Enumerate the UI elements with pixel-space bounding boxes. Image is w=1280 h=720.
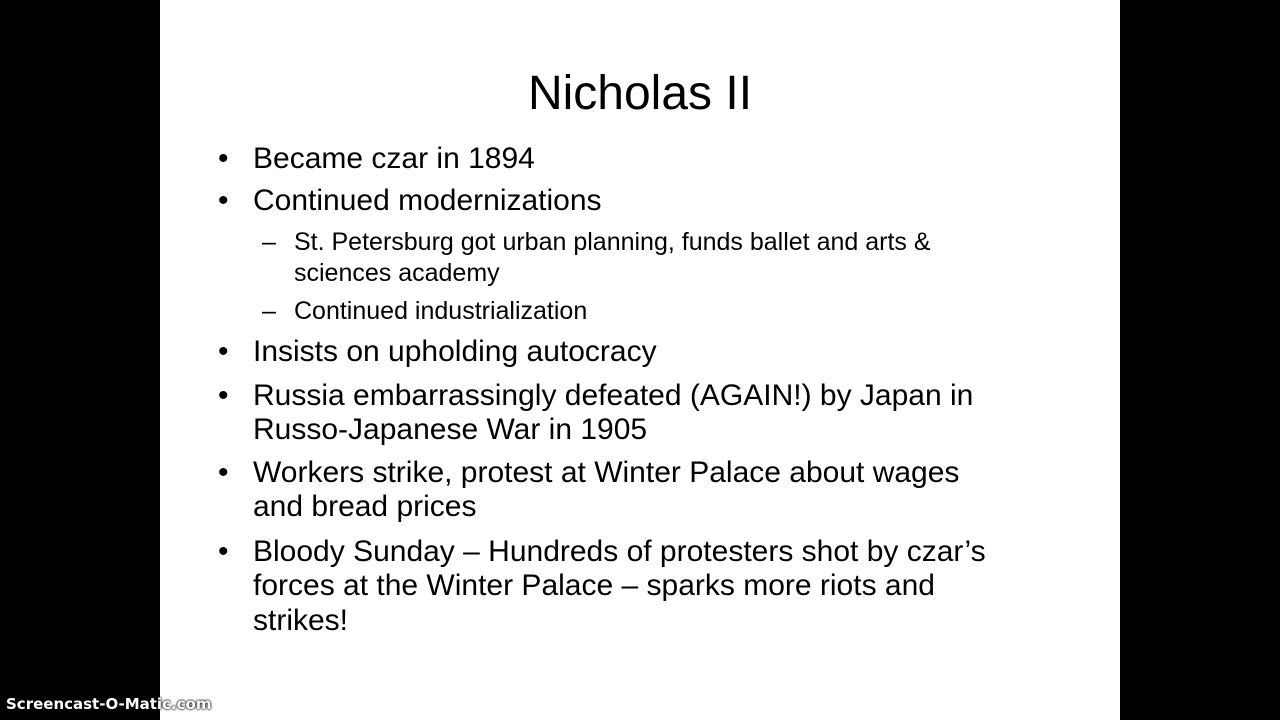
slide	[160, 0, 1120, 720]
bullet-text-line2: and bread prices	[253, 490, 477, 523]
bullet-text: Workers strike, protest at Winter Palace about wages	[253, 456, 960, 489]
sub-bullet-text: Continued industrialization	[294, 297, 588, 325]
slide-title: Nicholas II	[527, 67, 753, 120]
bullet-marker: •	[218, 379, 229, 412]
bullet-marker: •	[218, 535, 229, 568]
bullet-text-line2: Russo-Japanese War in 1905	[253, 413, 648, 446]
dash-marker: –	[262, 228, 276, 256]
bullet-text: Russia embarrassingly defeated (AGAIN!) by Japan in	[253, 379, 974, 412]
bullet-text-line3: strikes!	[253, 604, 349, 637]
sub-bullet-text: St. Petersburg got urban planning, funds ballet and arts &	[294, 228, 931, 256]
bullet-marker: •	[218, 142, 229, 175]
bullet-marker: •	[218, 456, 229, 489]
bullet-text: Continued modernizations	[253, 184, 602, 217]
dash-marker: –	[262, 297, 276, 325]
bullet-text: Bloody Sunday – Hundreds of protesters shot by czar’s	[253, 535, 986, 568]
sub-bullet-text-line2: sciences academy	[294, 259, 500, 287]
bullet-list	[160, 0, 1120, 720]
bullet-marker: •	[218, 335, 229, 368]
bullet-marker: •	[218, 184, 229, 217]
watermark-text: Screencast-O-Matic.com	[6, 695, 212, 713]
bullet-text: Became czar in 1894	[253, 142, 535, 175]
bullet-text: Insists on upholding autocracy	[253, 335, 657, 368]
bullet-text-line2: forces at the Winter Palace – sparks more riots and	[253, 569, 935, 602]
